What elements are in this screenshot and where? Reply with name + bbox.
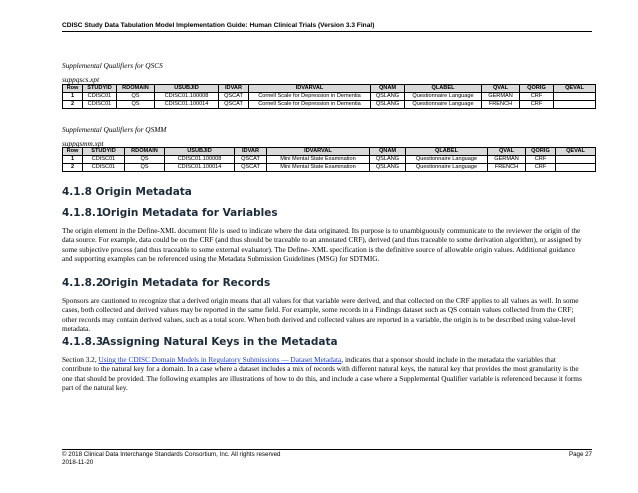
column-header-studyid: STUDYID <box>83 85 117 93</box>
origin-variables-paragraph: The origin element in the Define-XML document file is used to indicate where the data originated. Its purpose is to unambiguously communicate to the reviewer the origin of the data source. For example, data could be on the CRF (and thus should be traceable to an annotated CRF), derived (and thus traceable to some derivation algorithm), or assigned by some subjective process (and thus traceable to some external evaluator). The Define- XML specification is the definitive source of allowable origin values. Additional guidance and supporting examples can be referenced using the Metadata Submission Guidelines (MSG) for SDTMIG. <box>62 226 582 263</box>
column-header-qnam: QNAM <box>370 148 406 156</box>
table-cell-qnam: QSLANG <box>370 156 406 164</box>
table-cell-qeval <box>554 101 596 109</box>
table-cell-qorig: CRF <box>526 164 556 172</box>
table-cell-idvar: QSCAT <box>235 156 267 164</box>
table-cell-qorig: CRF <box>520 101 554 109</box>
table-cell-qlabel: Questionnaire Language <box>405 101 482 109</box>
table-row <box>63 101 596 109</box>
table-cell-qval: GERMAN <box>482 93 520 101</box>
column-header-qorig: QORIG <box>526 148 556 156</box>
table-cell-qorig: CRF <box>526 156 556 164</box>
section-number: 4.1.8.1 <box>62 207 104 219</box>
table-cell-usubjid: CDISC01.100014 <box>165 164 235 172</box>
qscs-caption: Supplemental Qualifiers for QSCS <box>62 61 163 70</box>
section-title: Assigning Natural Keys in the Metadata <box>102 336 338 348</box>
table-header-row <box>63 85 596 93</box>
column-header-idvarval: IDVARVAL <box>249 85 371 93</box>
table-cell-usubjid: CDISC01.100008 <box>155 93 219 101</box>
natural-keys-paragraph <box>62 355 587 392</box>
column-header-studyid: STUDYID <box>83 148 125 156</box>
table-cell-qeval <box>556 164 596 172</box>
table-row <box>63 156 596 164</box>
table-row <box>63 93 596 101</box>
table-cell-qlabel: Questionnaire Language <box>405 93 482 101</box>
table-row <box>63 164 596 172</box>
table-cell-idvarval: Mini Mental State Examination <box>267 156 370 164</box>
table-cell-rdomain: QS <box>125 164 165 172</box>
table-cell-idvarval: Cornell Scale for Depression in Dementia <box>249 93 371 101</box>
section-title: Origin Metadata for Variables <box>102 207 278 219</box>
table-cell-qlabel: Questionnaire Language <box>406 164 488 172</box>
table-cell-rdomain: QS <box>117 101 155 109</box>
table-cell-usubjid: CDISC01.100008 <box>165 156 235 164</box>
column-header-rdomain: RDOMAIN <box>125 148 165 156</box>
column-header-usubjid: USUBJID <box>155 85 219 93</box>
table-cell-qeval <box>554 93 596 101</box>
section-number: 4.1.8.3 <box>62 336 104 348</box>
text-before-link: Section 3.2, <box>62 355 99 364</box>
table-cell-qval: GERMAN <box>488 156 526 164</box>
table-cell-qval: FRENCH <box>482 101 520 109</box>
table-cell-rdomain: QS <box>125 156 165 164</box>
table-cell-qeval <box>556 156 596 164</box>
section-heading-4-1-8-3 <box>62 336 338 348</box>
qsmm-caption: Supplemental Qualifiers for QSMM <box>62 125 167 134</box>
column-header-qval: QVAL <box>488 148 526 156</box>
table-cell-idvar: QSCAT <box>219 93 249 101</box>
table-cell-idvar: QSCAT <box>235 164 267 172</box>
table-cell-qnam: QSLANG <box>371 93 405 101</box>
section-heading-4-1-8-1 <box>62 207 278 219</box>
column-header-qorig: QORIG <box>520 85 554 93</box>
qsmm-filename: suppqsmm.xpt <box>62 139 104 148</box>
footer-divider <box>62 449 592 450</box>
column-header-rdomain: RDOMAIN <box>117 85 155 93</box>
table-cell-qnam: QSLANG <box>371 101 405 109</box>
column-header-qeval: QEVAL <box>556 148 596 156</box>
section-heading-4-1-8: 4.1.8 Origin Metadata <box>62 186 192 198</box>
table-header-row <box>63 148 596 156</box>
text-after-link: , indicates that a sponsor should include in the metadata the variables that contribute to the natural key for a domain. In a case where a dataset includes a mix of records with different natural keys, the natural key that provides the most granularity is the one that should be provided. The following examples are illustrations of how to do this, and include a case where a Supplemental Qualifier variable is referenced because it forms part of the natural key. <box>62 355 582 392</box>
table-cell-qval: FRENCH <box>488 164 526 172</box>
section-heading-4-1-8-2 <box>62 277 270 289</box>
page-header: CDISC Study Data Tabulation Model Implementation Guide: Human Clinical Trials (Version 3.3 Final) <box>62 22 592 32</box>
dataset-metadata-link[interactable]: Using the CDISC Domain Models in Regulatory Submissions — Dataset Metadata <box>98 355 342 364</box>
section-number: 4.1.8.2 <box>62 277 104 289</box>
table-cell-rdomain: QS <box>117 93 155 101</box>
table-cell-studyid: CDISC01 <box>83 164 125 172</box>
column-header-row: Row <box>63 85 83 93</box>
column-header-qlabel: QLABEL <box>406 148 488 156</box>
column-header-qnam: QNAM <box>371 85 405 93</box>
table-cell-qnam: QSLANG <box>370 164 406 172</box>
table-cell-idvarval: Cornell Scale for Depression in Dementia <box>249 101 371 109</box>
table-cell-studyid: CDISC01 <box>83 156 125 164</box>
column-header-qval: QVAL <box>482 85 520 93</box>
table-cell-qlabel: Questionnaire Language <box>406 156 488 164</box>
table-cell-studyid: CDISC01 <box>83 101 117 109</box>
table-cell-row: 2 <box>63 164 83 172</box>
column-header-idvar: IDVAR <box>219 85 249 93</box>
column-header-usubjid: USUBJID <box>165 148 235 156</box>
table-cell-row: 1 <box>63 156 83 164</box>
table-cell-idvar: QSCAT <box>219 101 249 109</box>
page-footer <box>62 451 592 467</box>
table-cell-row: 2 <box>63 101 83 109</box>
column-header-idvar: IDVAR <box>235 148 267 156</box>
qsmm-table <box>62 147 596 172</box>
table-cell-studyid: CDISC01 <box>83 93 117 101</box>
column-header-idvarval: IDVARVAL <box>267 148 370 156</box>
table-cell-idvarval: Mini Mental State Examination <box>267 164 370 172</box>
qscs-table <box>62 84 596 109</box>
qscs-filename: suppqscs.xpt <box>62 75 100 84</box>
table-cell-row: 1 <box>63 93 83 101</box>
section-title: Origin Metadata for Records <box>102 277 271 289</box>
footer-copyright: © 2018 Clinical Data Interchange Standards Consortium, Inc. All rights reserved <box>62 451 281 458</box>
table-cell-qorig: CRF <box>520 93 554 101</box>
column-header-row: Row <box>63 148 83 156</box>
origin-records-paragraph: Sponsors are cautioned to recognize that a derived origin means that all values for that variable were derived, and that collected on the CRF applies to all values as well. In some cases, both collected and derived values may be reported in the same field. For example, some records in a Findings dataset such as QS contain values collected from the CRF; other records may contain derived values, such as a total score. When both derived and collected values are reported in a variable, the origin is to be described using value-level metadata. <box>62 296 579 333</box>
page-number: Page 27 <box>568 451 592 458</box>
table-cell-usubjid: CDISC01.100014 <box>155 101 219 109</box>
column-header-qeval: QEVAL <box>554 85 596 93</box>
footer-date: 2018-11-20 <box>62 459 94 466</box>
column-header-qlabel: QLABEL <box>405 85 482 93</box>
